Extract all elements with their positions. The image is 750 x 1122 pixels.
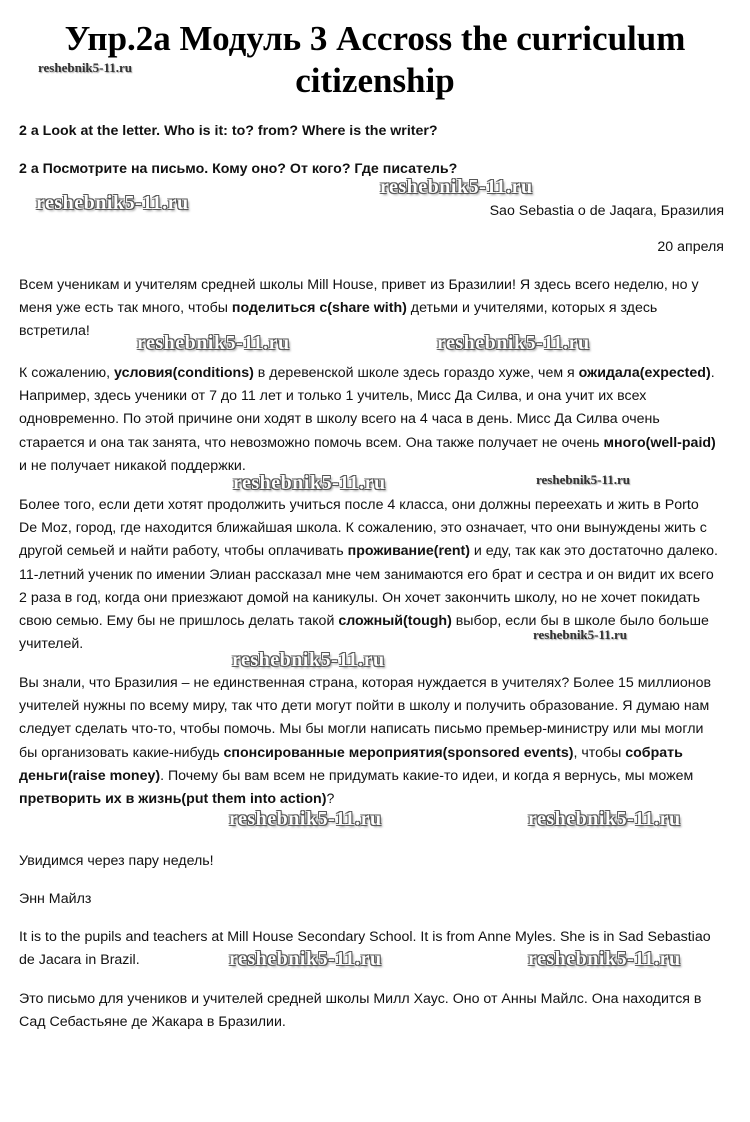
watermark: reshebnik5-11.ru <box>536 472 631 487</box>
vocab-conditions: условия(conditions) <box>114 365 254 381</box>
watermark: reshebnik5-11.ru <box>229 948 382 970</box>
letter-closing: Увидимся через пару недель! <box>19 853 214 869</box>
watermark: reshebnik5-11.ru <box>528 808 681 830</box>
task-russian: 2 а Посмотрите на письмо. Кому оно? От кого? Где писатель? <box>19 161 458 177</box>
watermark: reshebnik5-11.ru <box>380 176 533 198</box>
watermark: reshebnik5-11.ru <box>36 192 189 214</box>
watermark: reshebnik5-11.ru <box>229 808 382 830</box>
letter-paragraph-4: Вы знали, что Бразилия – не единственная страна, которая нуждается в учителях? Более 15 миллионов учителей нужны по всему миру, так что дети могут пойти в школу и получить образование. Я думаю нам следует сделать что-то, чтобы помочь. Мы бы могли написать письмо премьер-министру или мы могли бы организовать какие-нибудь спонсированные мероприятия(sponsored events), чтобы собрать деньги(raise money). Почему бы вам всем не придумать какие-то идеи, и когда я вернусь, мы можем претворить их в жизнь(put them into action)? <box>19 675 712 808</box>
letter-paragraph-2: К сожалению, условия(conditions) в деревенской школе здесь гораздо хуже, чем я ожидала(expected). Например, здесь ученики от 7 до 11 лет и только 1 учитель, Мисс Да Силва, и она учит их всех одновременно. По этой причине они ходят в школу всего на 4 часа в день. Мисс Да Силва очень старается и она так занята, что невозможно помочь всем. Она также получает не очень много(well-paid) и не получает никакой поддержки. <box>19 365 716 474</box>
vocab-tough: сложный(tough) <box>338 613 452 630</box>
watermark: reshebnik5-11.ru <box>528 948 681 970</box>
title-line-1: Упр.2а Модуль 3 Accross the curriculum <box>64 19 686 58</box>
watermark: reshebnik5-11.ru <box>233 472 386 494</box>
title-line-2: citizenship <box>295 61 455 100</box>
letter-address: Sao Sebastia o de Jaqara, Бразилия <box>489 203 724 219</box>
answer-english: It is to the pupils and teachers at Mill House Secondary School. It is from Anne Myles. She is in Sad Sebastiao de Jacara in Brazil. <box>19 929 711 969</box>
watermark: reshebnik5-11.ru <box>38 60 133 75</box>
answer-russian: Это письмо для учеников и учителей средней школы Милл Хаус. Оно от Анны Майлс. Она находится в Сад Себастьяне де Жакара в Бразилии. <box>19 991 702 1031</box>
vocab-well-paid: много(well-paid) <box>603 434 716 451</box>
letter-paragraph-1: Всем ученикам и учителям средней школы Mill House, привет из Бразилии! Я здесь всего неделю, но у меня уже есть так много, чтобы поделиться с(share with) детьми и учителями, которых я здесь встретила! <box>19 277 699 340</box>
vocab-expected: ожидала(expected) <box>578 365 711 381</box>
vocab-put-into-action: претворить их в жизнь(put them into action) <box>19 791 327 808</box>
watermark: reshebnik5-11.ru <box>137 332 290 354</box>
watermark: reshebnik5-11.ru <box>232 649 385 671</box>
letter-signature: Энн Майлз <box>19 891 92 907</box>
vocab-raise-money: собрать деньги(raise money) <box>19 744 683 784</box>
vocab-rent: проживание(rent) <box>347 543 470 560</box>
letter-paragraph-3: Более того, если дети хотят продолжить учиться после 4 класса, они должны переехать и жить в Porto De Moz, город, где находится ближайшая школа. К сожалению, это означает, что они вынуждены жить с другой семьей и найти работу, чтобы оплачивать проживание(rent) и еду, так как это достаточно далеко. 11-летний ученик по имении Элиан рассказал мне чем занимаются его брат и сестра и он видит их всего 2 раза в год, когда они приезжают домой на каникулы. Он хочет закончить школу, но не хочет покидать свою семью. Ему бы не пришлось делать такой сложный(tough) выбор, если бы в школе было больше учителей. <box>19 497 718 653</box>
task-english: 2 a Look at the letter. Who is it: to? from? Where is the writer? <box>19 123 438 139</box>
vocab-sponsored-events: спонсированные мероприятия(sponsored events) <box>223 744 574 761</box>
vocab-share-with: поделиться с(share with) <box>231 300 407 317</box>
watermark: reshebnik5-11.ru <box>437 332 590 354</box>
letter-date: 20 апреля <box>657 239 724 255</box>
watermark: reshebnik5-11.ru <box>533 627 628 642</box>
